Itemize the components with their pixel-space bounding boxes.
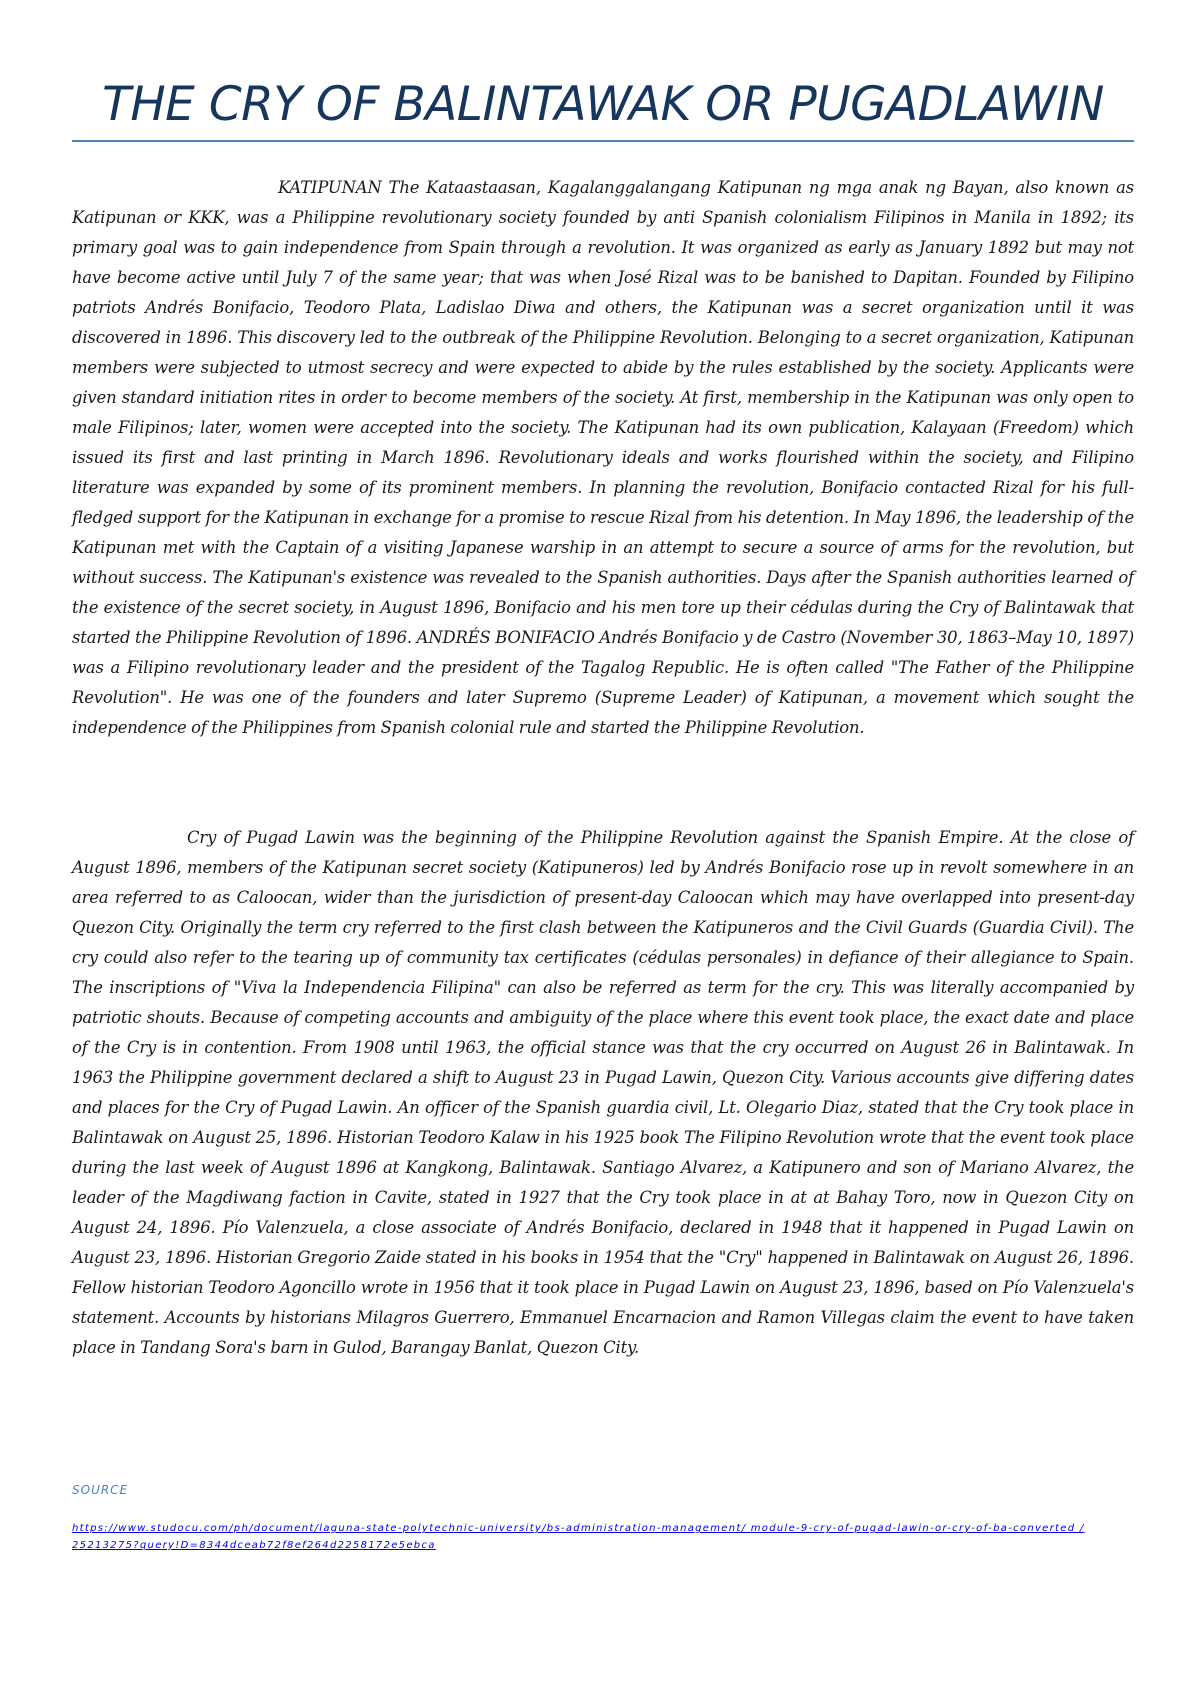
document-title: THE CRY OF BALINTAWAK OR PUGADLAWIN (102, 77, 1104, 132)
source-link[interactable]: https://www.studocu.com/ph/document/laguna-state-polytechnic-university/bs-administration-management/ module-9-cry-of-pugad-lawin-or-cry-of-ba-converted /25213275?query!D=8344dceab72f8ef264d2258172e5ebca (72, 1523, 1085, 1551)
source-label: SOURCE (72, 1483, 129, 1497)
title-underline-rule (72, 140, 1134, 142)
paragraph-cry-of-pugad-lawin: Cry of Pugad Lawin was the beginning of the Philippine Revolution against the Spanish Empire. At the close of August 1896, members of the Katipunan secret society (Katipuneros) led by Andrés Bonifacio rose up in revolt somewhere in an area referred to as Caloocan, wider than the jurisdiction of present-day Caloocan which may have overlapped into present-day Quezon City. Originally the term cry referred to the first clash between the Katipuneros and the Civil Guards (Guardia Civil). The cry could also refer to the tearing up of community tax certificates (cédulas personales) in defiance of their allegiance to Spain. The inscriptions of "Viva la Independencia Filipina" can also be referred as term for the cry. This was literally accompanied by patriotic shouts. Because of competing accounts and ambiguity of the place where this event took place, the exact date and place of the Cry is in contention. From 1908 until 1963, the official stance was that the cry occurred on August 26 in Balintawak. In 1963 the Philippine government declared a shift to August 23 in Pugad Lawin, Quezon City. Various accounts give differing dates and places for the Cry of Pugad Lawin. An officer of the Spanish guardia civil, Lt. Olegario Diaz, stated that the Cry took place in Balintawak on August 25, 1896. Historian Teodoro Kalaw in his 1925 book The Filipino Revolution wrote that the event took place during the last week of August 1896 at Kangkong, Balintawak. Santiago Alvarez, a Katipunero and son of Mariano Alvarez, the leader of the Magdiwang faction in Cavite, stated in 1927 that the Cry took place in at at Bahay Toro, now in Quezon City on August 24, 1896. Pío Valenzuela, a close associate of Andrés Bonifacio, declared in 1948 that it happened in Pugad Lawin on August 23, 1896. Historian Gregorio Zaide stated in his books in 1954 that the "Cry" happened in Balintawak on August 26, 1896. Fellow historian Teodoro Agoncillo wrote in 1956 that it took place in Pugad Lawin on August 23, 1896, based on Pío Valenzuela's statement. Accounts by historians Milagros Guerrero, Emmanuel Encarnacion and Ramon Villegas claim the event to have taken place in Tandang Sora's barn in Gulod, Barangay Banlat, Quezon City. (72, 828, 1134, 1357)
paragraph-katipunan: KATIPUNAN The Kataastaasan, Kagalanggalangang Katipunan ng mga anak ng Bayan, also known as Katipunan or KKK, was a Philippine revolutionary society founded by anti Spanish colonialism Filipinos in Manila in 1892; its primary goal was to gain independence from Spain through a revolution. It was organized as early as January 1892 but may not have become active until July 7 of the same year; that was when José Rizal was to be banished to Dapitan. Founded by Filipino patriots Andrés Bonifacio, Teodoro Plata, Ladislao Diwa and others, the Katipunan was a secret organization until it was discovered in 1896. This discovery led to the outbreak of the Philippine Revolution. Belonging to a secret organization, Katipunan members were subjected to utmost secrecy and were expected to abide by the rules established by the society. Applicants were given standard initiation rites in order to become members of the society. At first, membership in the Katipunan was only open to male Filipinos; later, women were accepted into the society. The Katipunan had its own publication, Kalayaan (Freedom) which issued its first and last printing in March 1896. Revolutionary ideals and works flourished within the society, and Filipino literature was expanded by some of its prominent members. In planning the revolution, Bonifacio contacted Rizal for his full-fledged support for the Katipunan in exchange for a promise to rescue Rizal from his detention. In May 1896, the leadership of the Katipunan met with the Captain of a visiting Japanese warship in an attempt to secure a source of arms for the revolution, but without success. The Katipunan's existence was revealed to the Spanish authorities. Days after the Spanish authorities learned of the existence of the secret society, in August 1896, Bonifacio and his men tore up their cédulas during the Cry of Balintawak that started the Philippine Revolution of 1896. ANDRÉS BONIFACIO Andrés Bonifacio y de Castro (November 30, 1863–May 10, 1897) was a Filipino revolutionary leader and the president of the Tagalog Republic. He is often called "The Father of the Philippine Revolution". He was one of the founders and later Supremo (Supreme Leader) of Katipunan, a movement which sought the independence of the Philippines from Spanish colonial rule and started the Philippine Revolution. (72, 178, 1134, 737)
